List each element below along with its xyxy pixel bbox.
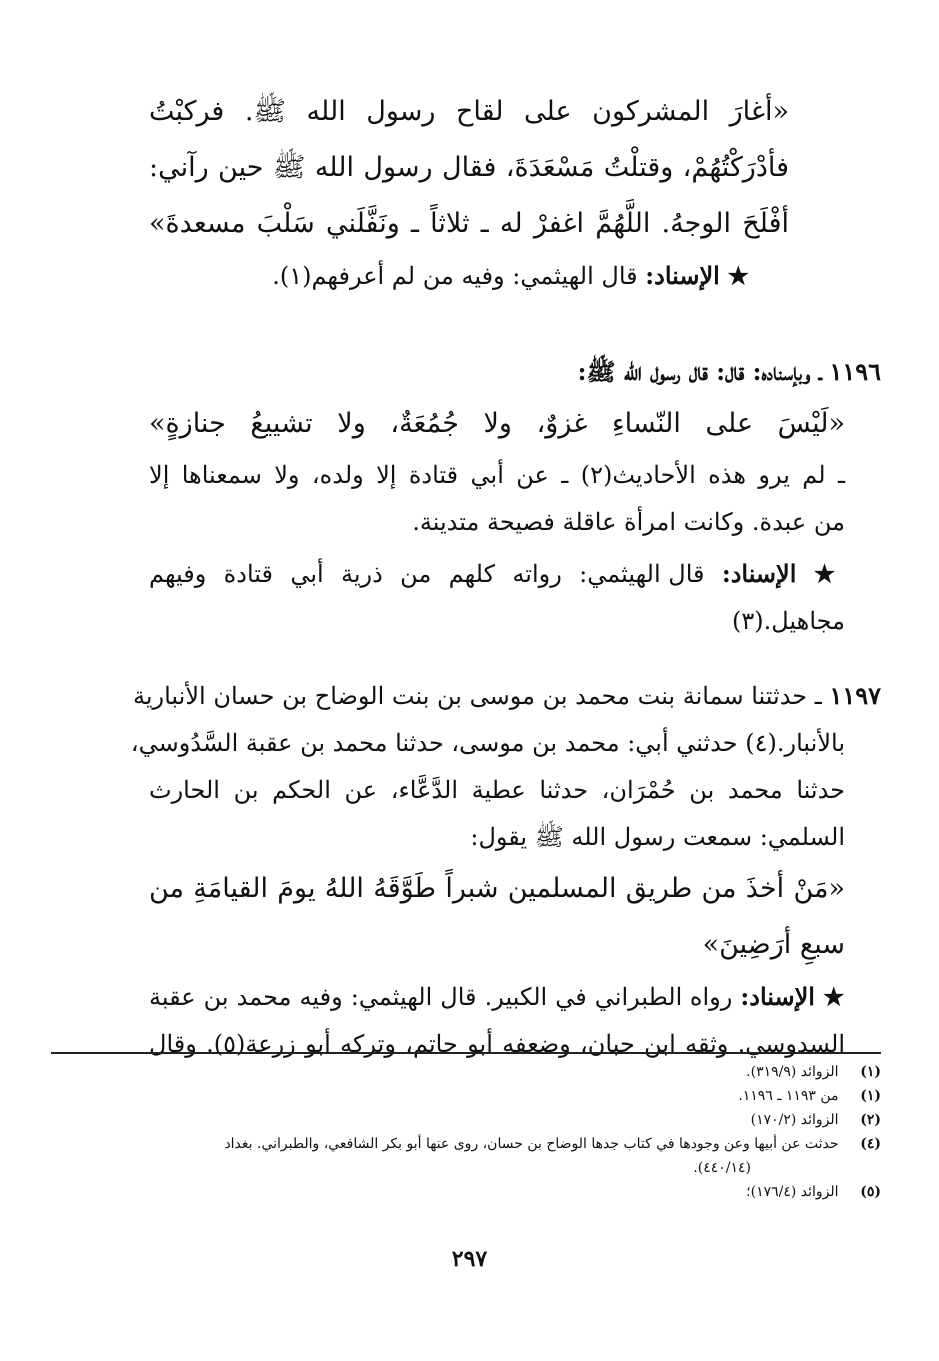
- star-icon: ★: [727, 261, 749, 290]
- footnote: [51, 1060, 881, 1084]
- entry-number: ١١٩٦: [829, 357, 881, 386]
- entry-intro: ـ وبإسناده: قال: قال رسول الله ﷺ:: [577, 357, 822, 386]
- hadith-line: «أغارَ المشركون على لقاح رسول الله ﷺ. فركبْتُ: [149, 96, 789, 127]
- entry-1197: [130, 672, 881, 1068]
- footnote-text: من ١١٩٣ ـ ١١٩٦.: [738, 1088, 839, 1104]
- footnote-number: (٤): [860, 1136, 881, 1152]
- footnote: [51, 1132, 881, 1156]
- entry-1196: [149, 348, 881, 645]
- hadith-line: «لَيْسَ على النّساءِ غزوٌ، ولا جُمُعَةٌ، ولا تشييعُ جنازةٍ»: [149, 408, 845, 439]
- isnad-label: الإسناد:: [721, 559, 797, 588]
- footnote: [51, 1180, 881, 1204]
- hadith-line: فأدْرَكْتُهُمْ، وقتلْتُ مَسْعَدَةَ، فقال رسول الله ﷺ حين رآني:: [149, 152, 789, 183]
- footnotes: [51, 1060, 881, 1204]
- isnad-text: قال الهيثمي: رواته كلهم من ذرية أبي قتادة وفيهم: [149, 560, 705, 588]
- isnad-line: السدوسي. وثقه ابن حبان، وضعفه أبو حاتم، وتركه أبو زرعة(٥). وقال: [149, 1030, 845, 1058]
- footnote-text: الزوائد (١٧٠/٢): [750, 1112, 839, 1128]
- hadith-line: سبعِ أرَضِينَ»: [702, 929, 845, 960]
- entry-heading: [149, 348, 881, 396]
- isnad-text: قال الهيثمي: وفيه من لم أعرفهم(١).: [272, 262, 638, 290]
- chain-line: السلمي: سمعت رسول الله ﷺ يقول:: [470, 823, 845, 851]
- footnote-number: (١): [860, 1064, 881, 1080]
- isnad-line: [149, 550, 881, 598]
- footnote-number: (١): [860, 1088, 881, 1104]
- footnote-number: (٢): [860, 1112, 881, 1128]
- note-line: من عبدة. وكانت امرأة عاقلة فصيحة متدينة.: [412, 508, 845, 536]
- page-number: ٢٩٧: [451, 1246, 488, 1272]
- isnad-line: مجاهيل.(٣): [732, 607, 845, 635]
- entry-heading: [132, 672, 881, 720]
- footnote-number: (٥): [860, 1184, 881, 1200]
- footnote-text: (٤٤٠/١٤).: [693, 1160, 751, 1176]
- footnote-text: حدثت عن أبيها وعن وجودها في كتاب جدها الوضاح بن حسان، روى عنها أبو بكر الشافعي، والطبراني. بغداد: [224, 1136, 839, 1152]
- entry-intro: ـ حدثتنا سمانة بنت محمد بن موسى بن بنت الوضاح بن حسان الأنبارية: [132, 682, 822, 710]
- entry-1195-tail: [149, 84, 789, 300]
- isnad-label: الإسناد:: [645, 261, 720, 290]
- footnote-divider: [51, 1052, 881, 1054]
- hadith-line: «مَنْ أخذَ من طريق المسلمين شبراً طَوَّقَهُ اللهُ يومَ القيامَةِ من: [149, 873, 845, 904]
- footnote-continuation: [51, 1156, 881, 1180]
- entry-number: ١١٩٧: [829, 681, 881, 710]
- hadith-line: أفْلَحَ الوجهُ. اللَّهُمَّ اغفرْ له ـ ثلاثاً ـ ونَفَّلَني سَلْبَ مسعدةَ»: [149, 208, 789, 239]
- note-line: ـ لم يرو هذه الأحاديث(٢) ـ عن أبي قتادة إلا ولده، ولا سمعناها إلا: [149, 461, 845, 489]
- footnote: [51, 1108, 881, 1132]
- star-icon: ★: [813, 559, 845, 588]
- isnad-line: [149, 252, 789, 300]
- footnote-text: الزوائد (١٧٦/٤)؛: [746, 1184, 839, 1200]
- isnad-line: [149, 973, 881, 1021]
- star-icon: ★: [823, 982, 845, 1011]
- isnad-label: الإسناد:: [740, 982, 815, 1011]
- chain-line: حدثنا محمد بن حُمْرَان، حدثنا عطية الدَّعَّاء، عن الحكم بن الحارث: [149, 776, 846, 804]
- isnad-text: رواه الطبراني في الكبير. قال الهيثمي: وفيه محمد بن عقبة: [149, 983, 733, 1011]
- chain-line: بالأنبار.(٤) حدثني أبي: محمد بن موسى، حدثنا محمد بن عقبة السَّدُوسي،: [130, 729, 845, 757]
- footnote-text: الزوائد (٣١٩/٩).: [746, 1064, 839, 1080]
- footnote: [51, 1084, 881, 1108]
